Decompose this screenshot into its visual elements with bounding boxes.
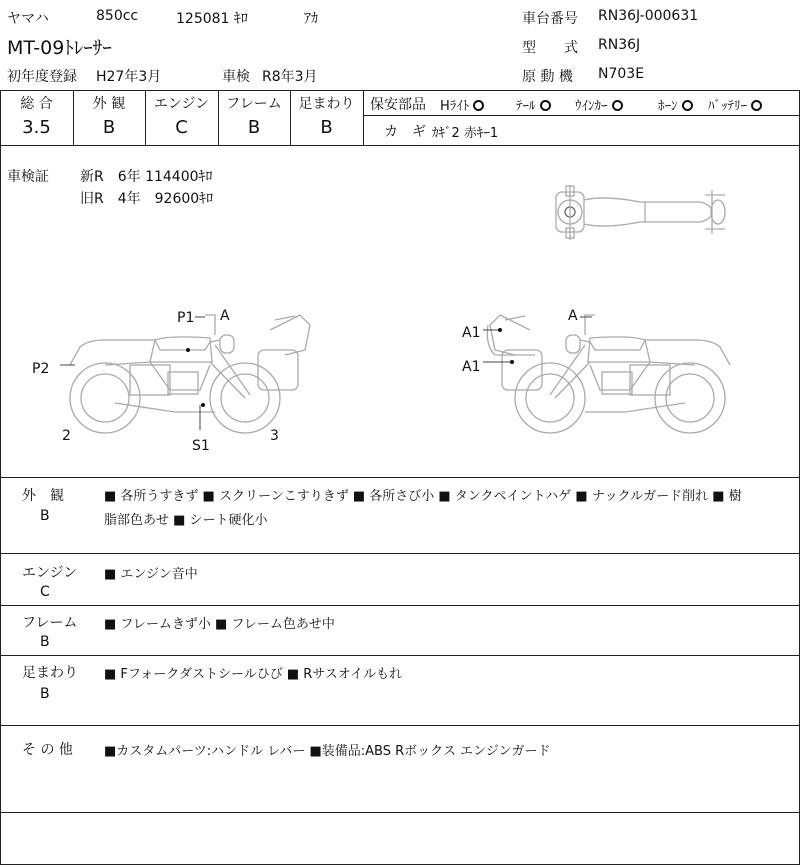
part-label: ﾊﾞｯﾃﾘｰ (708, 99, 747, 114)
detail-label: そ の 他 (22, 742, 73, 758)
key-label: カ ギ (384, 124, 426, 140)
detail-text: ■ 各所うすきず ■ スクリーンこすりきず ■ 各所さび小 ■ タンクペイントハゲ ■ ナックルガード削れ ■ 樹 (104, 489, 742, 504)
inspection-cert-label: 車検証 (7, 169, 49, 185)
safety-parts-label: 保安部品 (370, 97, 426, 113)
ok-mark-icon (751, 100, 762, 111)
part-label: ｳｲﾝｶｰ (575, 99, 608, 114)
detail-label: エンジン (22, 565, 78, 581)
diagram-label: A (568, 308, 578, 324)
divider (0, 477, 800, 478)
grade-value-frame: B (247, 117, 261, 138)
grade-header-exterior: 外 観 (92, 96, 126, 112)
divider (0, 90, 800, 91)
right-side-diagram (487, 315, 730, 433)
part-label: ﾃｰﾙ (516, 99, 536, 114)
grade-header-overall: 総 合 (20, 96, 53, 112)
inspection-cert-new: 新R 6年 114400ｷﾛ (80, 169, 213, 185)
type-label: 型 式 (522, 40, 578, 56)
part-taillight (516, 95, 551, 114)
divider (363, 90, 364, 145)
detail-grade: B (40, 686, 50, 702)
ok-mark-icon (612, 100, 623, 111)
ok-mark-icon (540, 100, 551, 111)
detail-text: ■カスタムパーツ:ハンドル レバー ■装備品:ABS Rボックス エンジンガード (104, 744, 551, 759)
type-value: RN36J (598, 37, 641, 53)
top-view-diagram (556, 185, 725, 240)
left-side-diagram (70, 315, 310, 433)
grade-header-suspension: 足まわり (298, 96, 355, 112)
divider (0, 812, 800, 813)
first-registration-value: H27年3月 (96, 69, 162, 85)
divider (0, 553, 800, 554)
diagram-label: A (220, 308, 230, 324)
divider (0, 605, 800, 606)
grade-header-engine: エンジン (153, 96, 210, 112)
diagram-label: A1 (462, 359, 481, 375)
frame-number-label: 車台番号 (522, 11, 578, 27)
frame-number-value: RN36J-000631 (598, 8, 699, 24)
part-headlight (440, 95, 484, 114)
detail-label: 外 観 (22, 488, 64, 504)
engine-type-label: 原 動 機 (522, 69, 573, 85)
detail-grade: C (40, 584, 50, 600)
mileage: 125081 ｷﾛ (176, 11, 248, 27)
detail-label: 足まわり (22, 665, 78, 681)
inspection-cert-old: 旧R 4年 92600ｷﾛ (80, 191, 214, 207)
part-horn (658, 95, 693, 114)
ok-mark-icon (682, 100, 693, 111)
detail-text: ■ Fフォークダストシールひび ■ Rサスオイルもれ (104, 667, 403, 682)
first-registration-label: 初年度登録 (7, 69, 77, 85)
grade-value-engine: C (175, 117, 188, 138)
detail-text: ■ フレームきず小 ■ フレーム色あせ中 (104, 617, 335, 632)
grade-value-suspension: B (320, 117, 333, 138)
detail-text: 脂部色あせ ■ シート硬化小 (104, 513, 268, 528)
divider (363, 115, 800, 116)
part-winker (575, 95, 623, 114)
inspection-label: 車検 (222, 69, 250, 85)
maker: ヤマハ (7, 11, 49, 27)
part-label: Hﾗｲﾄ (440, 99, 470, 114)
diagram-label: A1 (462, 325, 481, 341)
part-battery (708, 95, 762, 114)
divider (0, 655, 800, 656)
detail-text: ■ エンジン音中 (104, 567, 198, 582)
detail-grade: B (40, 508, 50, 524)
part-label: ﾎｰﾝ (658, 99, 678, 114)
key-value: ｶｷﾞ2 赤ｷｰ1 (432, 126, 499, 141)
diagram-label: P2 (32, 361, 50, 377)
grade-value-overall: 3.5 (22, 117, 51, 138)
ok-mark-icon (473, 100, 484, 111)
diagram-label: P1 (177, 310, 195, 326)
divider (0, 145, 800, 146)
displacement: 850cc (96, 8, 139, 24)
grade-value-exterior: B (102, 117, 116, 138)
motorcycle-diagram (0, 150, 800, 475)
detail-label: フレーム (22, 615, 78, 631)
model-name: MT-09ﾄﾚｰｻｰ (7, 37, 112, 59)
color: ｱｶ (304, 11, 318, 27)
inspection-value: R8年3月 (262, 69, 318, 85)
diagram-label: 2 (62, 428, 71, 444)
diagram-label: S1 (192, 438, 210, 454)
engine-type-value: N703E (598, 66, 645, 82)
divider (0, 725, 800, 726)
detail-grade: B (40, 634, 50, 650)
diagram-label: 3 (270, 428, 279, 444)
grade-header-frame: フレーム (226, 96, 282, 112)
